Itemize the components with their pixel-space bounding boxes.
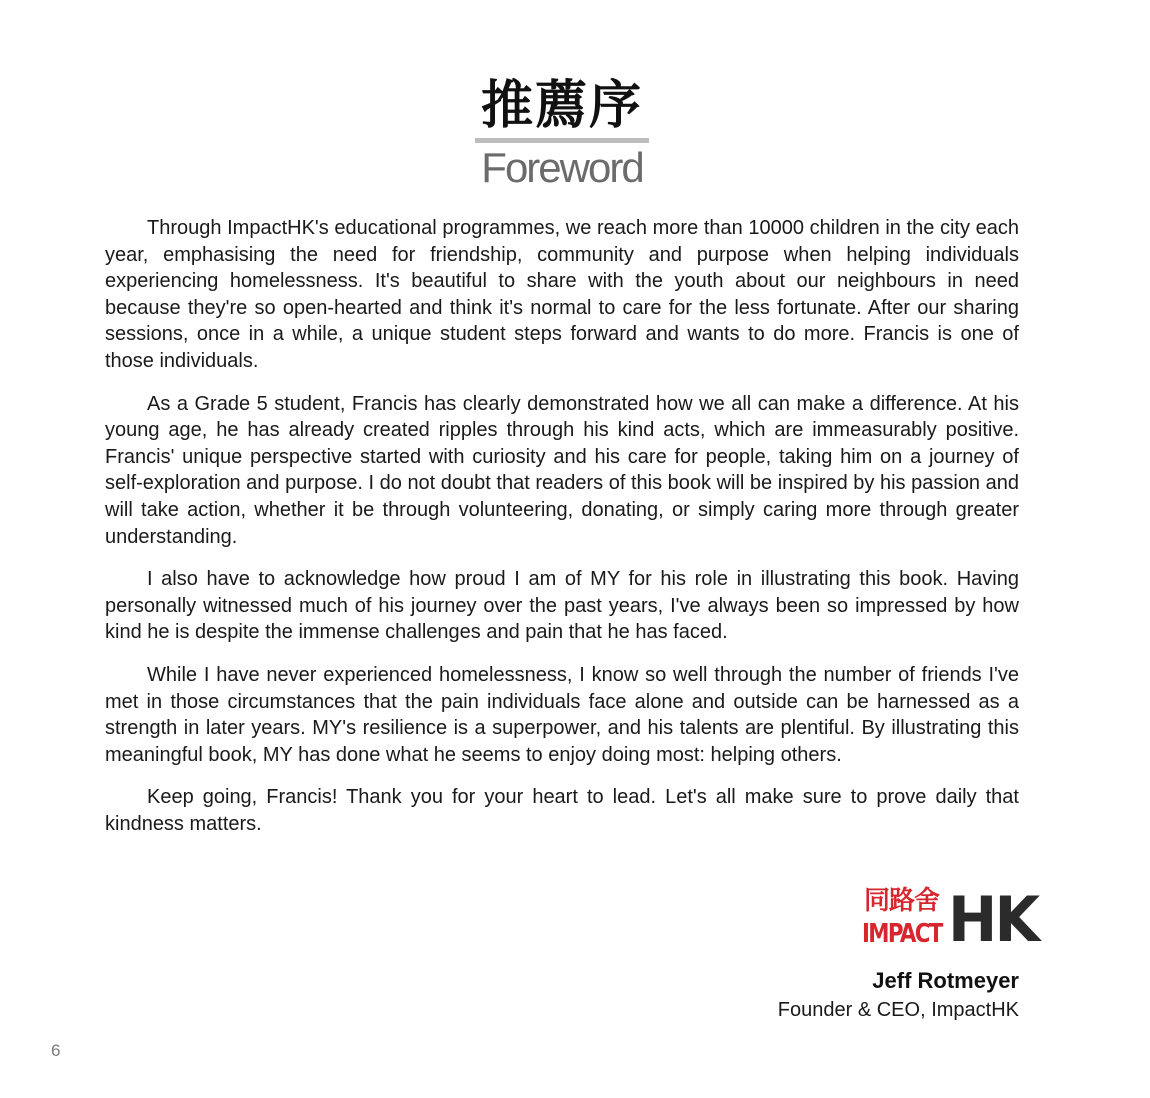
paragraph-2: As a Grade 5 student, Francis has clearly demonstrated how we all can make a difference. At his young age, he has already created ripples through his kind acts, which are immeasurably positive. Francis' unique perspective started with curiosity and his care for people, taking him on a journey of self-exploration and purpose. I do not doubt that readers of this book will be inspired by his passion and will take action, whether it be through volunteering, donating, or simply caring more through greater understanding. bbox=[105, 392, 1019, 548]
paragraph-1: Through ImpactHK's educational programmes, we reach more than 10000 children in the city each year, emphasising the need for friendship, community and purpose when helping individuals experiencing homelessness. It's beautiful to share with the youth about our neighbours in need because they're so open-hearted and think it's normal to care for the less fortunate. After our sharing sessions, once in a while, a unique student steps forward and wants to do more. Francis is one of those individuals. bbox=[105, 217, 1019, 372]
title-divider bbox=[475, 138, 649, 143]
logo-chinese-text: 同路舍 bbox=[864, 886, 940, 916]
signature-block bbox=[778, 966, 1019, 1024]
signature-role: Founder & CEO, ImpactHK bbox=[777, 999, 1019, 1021]
page-number: 6 bbox=[51, 1041, 61, 1060]
foreword-body bbox=[105, 215, 1019, 853]
paragraph-5: Keep going, Francis! Thank you for your heart to lead. Let's all make sure to prove daily that kindness matters. bbox=[105, 786, 1019, 835]
title-block bbox=[475, 74, 649, 191]
page-title-chinese: 推薦序 bbox=[480, 76, 643, 136]
page-title-english: Foreword bbox=[481, 144, 643, 191]
impacthk-logo bbox=[862, 883, 1038, 956]
logo-hk-text: HK bbox=[948, 883, 1038, 956]
paragraph-3: I also have to acknowledge how proud I am of MY for his role in illustrating this book. Having personally witnessed much of his journey over the past years, I've always been so impressed by how kind he is despite the immense challenges and pain that he has faced. bbox=[105, 568, 1019, 644]
signature-name: Jeff Rotmeyer bbox=[872, 968, 1019, 993]
paragraph-4: While I have never experienced homelessness, I know so well through the number of friends I've met in those circumstances that the pain individuals face alone and outside can be harnessed as a strength in later years. MY's resilience is a superpower, and his talents are plentiful. By illustrating this meaningful book, MY has done what he seems to enjoy doing most: helping others. bbox=[105, 663, 1019, 766]
logo-impact-text: IMPACT bbox=[862, 919, 942, 949]
